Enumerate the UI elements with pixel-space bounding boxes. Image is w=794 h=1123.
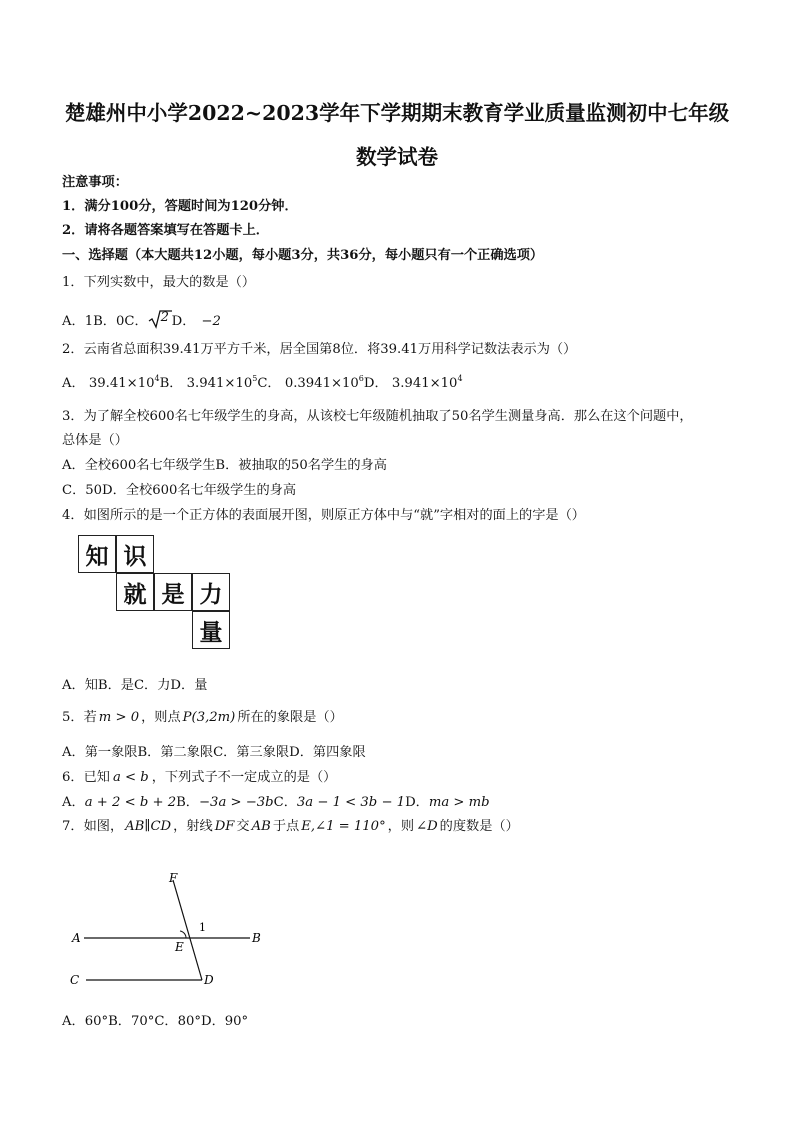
q5-condition: m > 0 <box>98 710 140 725</box>
ray-df <box>173 880 202 980</box>
q7-ray: DF <box>214 819 235 834</box>
q1-options <box>62 309 221 331</box>
q7-stem <box>62 818 519 836</box>
q6-option-c: 3a − 1 < 3b − 1 <box>296 795 406 810</box>
q2-option-c-exp: 6 <box>358 374 364 383</box>
q6-options <box>62 794 490 812</box>
q6-option-a: a + 2 < b + 2 <box>84 795 177 810</box>
q6-option-b-label: B． <box>176 795 199 810</box>
q4-options: A．知B．是C．力D．量 <box>62 678 208 693</box>
label-f: F <box>169 871 178 885</box>
q6-stem-b: ，下列式子不一定成立的是（） <box>151 770 337 785</box>
q7-stem-c: 交 <box>236 819 250 834</box>
q3-stem-2: 总体是（） <box>62 433 128 448</box>
q5-stem-c: 所在的象限是（） <box>237 710 343 725</box>
q7-point: E,∠1 = 110° <box>301 819 386 834</box>
q2-option-b-exp: 5 <box>252 374 258 383</box>
q2-stem: 2．云南省总面积39.41万平方千米，居全国第8位．将39.41万用科学记数法表示为（） <box>62 342 577 357</box>
q1-options-prefix: A．1B．0C． <box>62 314 148 329</box>
q7-parallel: AB∥CD <box>125 819 172 834</box>
q7-stem-b: ，射线 <box>173 819 213 834</box>
q5-options: A．第一象限B．第二象限C．第三象限D．第四象限 <box>62 745 366 760</box>
q5-stem-b: ，则点 <box>141 710 181 725</box>
label-e: E <box>175 940 184 954</box>
label-c: C <box>70 973 80 987</box>
parallel-lines-figure <box>62 868 282 998</box>
notice-heading: 注意事项： <box>62 175 128 190</box>
label-b: B <box>252 931 261 945</box>
q7-stem-e: ，则 <box>387 819 415 834</box>
q2-options <box>62 375 463 393</box>
q7-stem-d: 于点 <box>272 819 300 834</box>
q7-stem-a: 7．如图， <box>62 819 124 834</box>
notice-item-2: 2．请将各题答案填写在答题卡上． <box>62 223 269 238</box>
q2-option-b: B． 3.941×10 <box>159 376 253 391</box>
q3-stem-1: 3．为了解全校600名七年级学生的身高，从该校七年级随机抽取了50名学生测量身高．那么在这个问题中， <box>62 409 693 424</box>
notice-item-1: 1．满分100分，答题时间为120分钟． <box>62 199 298 214</box>
q7-segment: AB <box>251 819 271 834</box>
q6-option-d: ma > mb <box>428 795 490 810</box>
label-d: D <box>204 973 214 987</box>
q5-point: P(3,2m) <box>182 710 236 725</box>
q7-angle: ∠D <box>416 819 438 834</box>
net-cell-shi2: 是 <box>154 573 192 611</box>
sqrt-symbol <box>148 309 172 331</box>
q3-options-cd: C．50D．全校600名七年级学生的身高 <box>62 483 297 498</box>
net-cell-liang: 量 <box>192 611 230 649</box>
sqrt-arg: 2 <box>160 310 170 325</box>
label-a: A <box>72 931 81 945</box>
q2-option-c: C． 0.3941×10 <box>257 376 359 391</box>
net-cell-jiu: 就 <box>116 573 154 611</box>
q2-option-a: A． 39.41×10 <box>62 376 155 391</box>
q5-stem <box>62 709 343 727</box>
net-cell-li: 力 <box>192 573 230 611</box>
q1-options-mid: D． <box>171 314 196 329</box>
q2-option-d-exp: 4 <box>457 374 463 383</box>
exam-title-line2: 数学试卷 <box>356 145 438 169</box>
q6-option-d-label: D． <box>405 795 429 810</box>
q6-option-b: −3a > −3b <box>199 795 274 810</box>
q6-condition: a < b <box>112 770 149 785</box>
q6-option-c-label: C． <box>273 795 297 810</box>
label-angle-1: 1 <box>199 921 206 934</box>
q1-option-d: −2 <box>201 314 221 329</box>
q4-stem: 4．如图所示的是一个正方体的表面展开图，则原正方体中与“就”字相对的面上的字是（） <box>62 508 585 523</box>
q5-stem-a: 5．若 <box>62 710 97 725</box>
q6-stem-a: 6．已知 <box>62 770 110 785</box>
net-cell-shi: 识 <box>116 535 154 573</box>
q1-stem: 1．下列实数中，最大的数是（） <box>62 275 256 290</box>
q6-stem <box>62 769 336 787</box>
q3-options-ab: A．全校600名七年级学生B．被抽取的50名学生的身高 <box>62 458 387 473</box>
section-heading-choice: 一、选择题（本大题共12小题，每小题3分，共36分，每小题只有一个正确选项） <box>62 248 544 263</box>
q2-option-a-exp: 4 <box>154 374 160 383</box>
q7-options: A．60°B．70°C．80°D．90° <box>62 1014 249 1029</box>
q6-option-a-label: A． <box>62 795 85 810</box>
angle-1-arc <box>180 931 186 938</box>
q2-option-d: D． 3.941×10 <box>363 376 458 391</box>
q7-stem-f: 的度数是（） <box>439 819 519 834</box>
exam-title-line1: 楚雄州中小学2022~2023学年下学期期末教育学业质量监测初中七年级 <box>64 101 730 125</box>
net-cell-zhi: 知 <box>78 535 116 573</box>
